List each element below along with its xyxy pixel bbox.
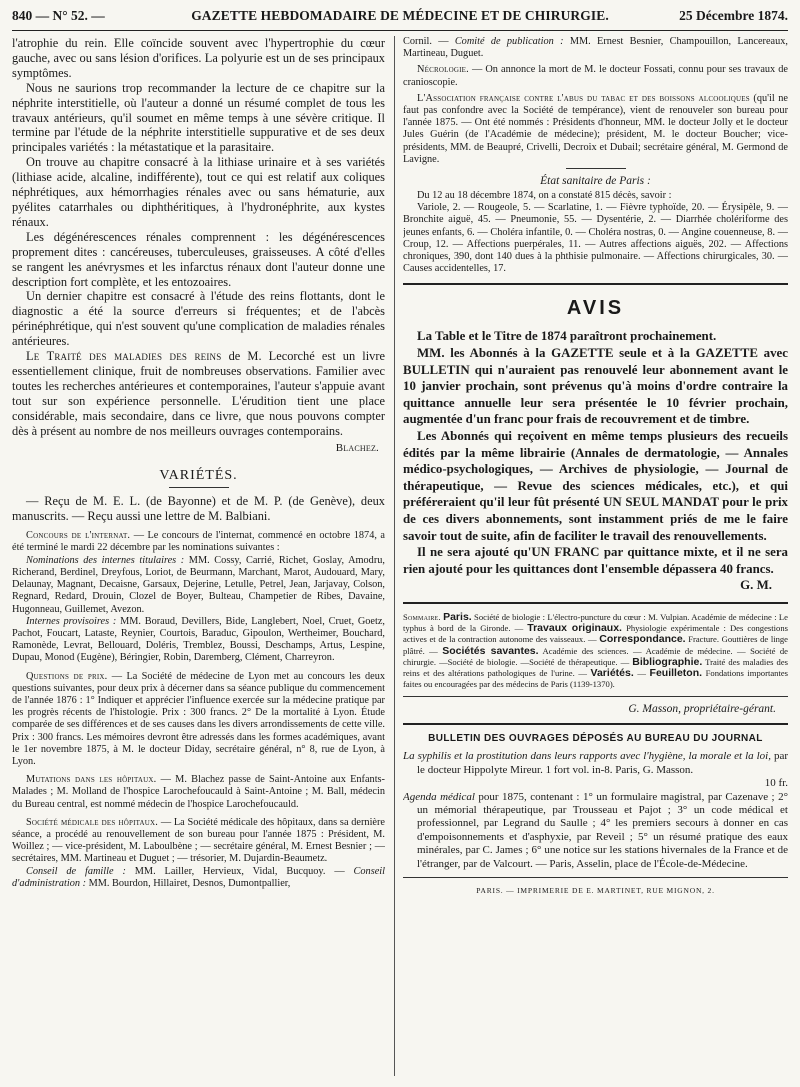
issue-date: 25 Décembre 1874. [679,8,788,23]
avis-fee-notice: Il ne sera ajouté qu'UN FRANC par quittance mixte, et il ne sera rien ajouté pour les quittances dont l'ensemble dépassera 40 francs. [403,545,788,576]
avis-table-notice: La Table et le Titre de 1874 paraîtront prochainement. [417,329,717,344]
internes-provisoires: Internes provisoires : MM. Boraud, Devillers, Bide, Langlebert, Noel, Cruet, Goetz, Pachot, Foucart, Lataste, Reynier, Courtois, Baraduc, Gipoulon, Wertheimer, Bouchard, Ramonède, Levrat, Bellouard, Doléris, Tremblez, Boussi, Deschamps, Artus, Lespine, Dupau, Monod (Eugène), Béringier, Robin, Daremberg, Clément, Charreyron. [12,615,385,664]
health-report-title: État sanitaire de Paris : [540,175,651,188]
book-entry-agenda: Agenda médical pour 1875, contenant : 1° un formulaire magistral, par Cazenave ; 2° un mémorial thérapeutique, par Trousseau et Pajot ; 3° un code médical et professionnel, par Legrand du Saulle ; 4° les premiers secours à donner en cas d'empoisonnements et d'asphyxie, par Reveil ; 5° un résumé pratique des eaux minérales, par C. James ; 6° une notice sur les stations hivernales de la France et de l'étranger, par de Valcourt. — Paris, Asselin, place de l'École-de-Médecine. [403,790,788,870]
avis-signature: G. M. [740,578,772,593]
avis-heading: AVIS [566,297,625,320]
internes-titulaires: Nominations des internes titulaires : MM. Cossy, Carrié, Richet, Goslay, Amodru, Richerand, Berdinel, Dreyfous, Loriot, de Beurmann, Marchant, Marot, Audouard, Mary, Delaunay, Magnant, Decaisne, Garsaux, Dejerine, Letulle, Petrel, Jean, Jarjavay, Colson, Regnard, Redard, Drouin, Clozel de Boyer, Bulteau, Champetier de Ribes, Davaine, Hugonneau, Guillemet, Avezon. [12,554,385,615]
review-paragraph-3: On trouve au chapitre consacré à la lithiase urinaire et à ses variétés (lithiase acide, alcaline, indifférente), tout ce qui est relatif aux coliques néphrétiques, aux hémorrhagies rénales avec ou sans hématurie, aux pyélites catarrhales ou diphthéritiques, à l'hydronéphrite, aux kystes rénaux. [12,155,385,229]
obituary: Nécrologie. — On annonce la mort de M. le docteur Fossati, connu pour ses travaux de cranioscopie. [403,64,788,88]
review-paragraph-5: Un dernier chapitre est consacré à l'étude des reins flottants, dont le diagnostic a été la source d'erreurs si fréquentes; et de l'abcès périnéphrétique, qui n'est souvent qu'une complication de maladies rénales antérieures. [12,289,385,349]
journal-title: GAZETTE HEBDOMADAIRE DE MÉDECINE ET DE CHIRURGIE. [191,8,609,23]
book-price: 10 fr. [764,777,788,790]
printer-rule [403,877,788,878]
hospital-society: Société médicale des hôpitaux. — La Société médicale des hôpitaux, dans sa dernière séance, a procédé au renouvellement de son bureau pour l'année 1875 : Président, M. Woillez ; — vice-président, M. Laboulbène ; — secrétaire général, M. Ernest Besnier ; — secrétaires, MM. Martineau et Duguet ; — trésorier, M. Dujardin-Beaumetz. [12,816,385,865]
bulletin-heading: BULLETIN DES OUVRAGES DÉPOSÉS AU BUREAU DU JOURNAL [428,733,763,745]
review-signature: Blachez. [335,442,379,455]
avis-rule-top [403,283,788,285]
internat-notice: Concours de l'internat. — Le concours de l'internat, commencé en octobre 1874, a été terminé le mardi 22 décembre par les nominations suivantes : [12,530,385,554]
anti-alcohol-association: L'Association française contre l'abus du tabac et des boissons alcooliques (qu'il ne faut pas confondre avec la Société de tempérance), vient de renouveler son bureau pour l'année 1875. — Ont été nommés : Présidents d'honneur, MM. le docteur Jolly et le docteur Jules Guérin (de l'Académie de médecine); président, M. le docteur Boucher; vice-présidents, MM. de Beaupré, Crivelli, Decroix et Dubail; secrétaire général, M. Germond de Lavigne. [403,92,788,165]
page-number-and-issue: 840 — N° 52. — [12,8,105,23]
received-manuscripts: — Reçu de M. E. L. (de Bayonne) et de M. P. (de Genève), deux manuscrits. — Reçu aussi une lettre de M. Balbiani. [12,494,385,524]
avis-notice [403,328,788,594]
avis-subscription-notice: MM. les Abonnés à la GAZETTE seule et à la GAZETTE avec BULLETIN qui n'auraient pas renouvelé leur abonnement avant le 10 janvier prochain, sont prévenus qu'à moins d'ordre contraire la quittance annuelle leur sera présentée le 10 février prochain, augmentée d'un franc pour frais de recouvrement et de timbre. [403,346,788,427]
society-councils: Conseil de famille : MM. Lailler, Hervieux, Vidal, Bucquoy. — Conseil d'administration : MM. Bourdon, Hillairet, Desnos, Dumontpallier, [12,865,385,889]
hospital-transfers: Mutations dans les hôpitaux. — M. Blachez passe de Saint-Antoine aux Enfants-Malades ; M. Molland de l'hospice Larochefoucauld à Saint-Antoine ; M. Ball, médecin du Bureau central, est nommé médecin de l'hospice Larochefoucauld. [12,774,385,810]
review-paragraph-4: Les dégénérescences rénales comprennent : les dégénérescences proprement dites : cancéreuses, tuberculeuses, graisseuses. A côté d'elles se rangent les anévrysmes et les infarctus rénaux dont l'auteur donne une description fort complète, et les entozoaires. [12,229,385,289]
avis-mandate-notice: Les Abonnés qui reçoivent en même temps plusieurs des recueils édités par la même librairie (Annales de dermatologie, — Annales médico-psychologiques, — Archives de physiologie, — Journal de thérapeutique, — Revue des sciences médicales, etc.), et qui préféreraient qu'il leur fût présenté UN SEUL MANDAT pour le prix de ces divers abonnements, sont instamment priés de me le faire savoir tout de suite, afin de faciliter le travail des renouvellements. [403,429,788,543]
review-paragraph-6: Le Traité des maladies des reins de M. Lecorché est un livre essentiellement clinique, fruit de nombreuses observations. Familier avec toutes les recherches antérieures et contemporaines, l'auteur s'appuie avant tout sur son expérience personnelle. L'érudition tient une place considérable, mais secondaire, dans ce livre, que nous pouvons compter dès à présent au nombre de nos meilleurs ouvrages contemporains. [12,349,385,438]
publisher-signature: G. Masson, propriétaire-gérant. [628,703,776,716]
page-header [12,8,788,31]
left-column [12,36,385,1071]
review-paragraph-1: l'atrophie du rein. Elle coïncide souvent avec l'hypertrophie du cœur gauche, avec ou sans lésion d'orifices. La polyurie est un de ses principaux symptômes. [12,36,385,80]
prize-questions: Questions de prix. — La Société de médecine de Lyon met au concours les deux questions suivantes, pour deux prix à décerner dans sa séance publique du commencement de l'année 1876 : 1° Indiquer et apprécier l'influence exercée sur la médecine pratique par les progrès récents de l'histologie. Prix : 300 francs. 2° De la mortalité à Lyon. Étude comparée de ses différences et de ses causes dans les divers arrondissements de cette ville. Prix : 300 francs. Les mémoires devront être adressés dans les formes académiques, avant le 1er novembre 1875, à M. le docteur Diday, secrétaire général, n° 8, rue de Lyon, à Lyon. [12,670,385,767]
heading-rule [169,487,229,488]
books-deposited [403,750,788,871]
section-rule [566,168,626,169]
health-report-intro: Du 12 au 18 décembre 1874, on a constaté 815 décès, savoir : [417,190,672,202]
society-continued: Cornil. — Comité de publication : MM. Ernest Besnier, Champouillon, Lancereaux, Martineau, Duguet. [403,36,788,60]
book-entry-syphilis: La syphilis et la prostitution dans leurs rapports avec l'hygiène, la morale et la loi, par le docteur Hippolyte Mireur. 1 fort vol. in-8. Paris, G. Masson. [403,750,788,776]
varietes-heading: VARIÉTÉS. [159,468,238,484]
summary-rule [403,696,788,697]
printer-imprint: PARIS. — IMPRIMERIE DE E. MARTINET, RUE MIGNON, 2. [476,886,715,896]
issue-summary: Sommaire. Paris. Société de biologie : L'électro-puncture du cœur : M. Vulpian. Académie de médecine : Le typhus à bord de la Gironde. — Travaux originaux. Physiologie expérimentale : Des congestions actives et de la contraction autonome des vaisseaux. — Correspondance. Fracture. Gouttières de linge plâtré. — Sociétés savantes. Académie des sciences. — Académie de médecine. — Société de chirurgie. —Société de biologie. —Société de thérapeutique. — Bibliographie. Traité des maladies des reins et des altérations pathologiques de l'urine. — Variétés. — Feuilleton. Fondations importantes faites ou encouragées par des médecins de Paris (1139-1370). [403,610,788,690]
review-paragraph-2: Nous ne saurions trop recommander la lecture de ce chapitre sur la néphrite interstitielle, où l'auteur a donné un résumé complet de tous les travaux antérieurs, qu'il soumet en même temps à une sévère critique. Il termine par l'étude de la néphrite interstitielle suppurative et de ses deux principales variétés : la métastatique et la parasitaire. [12,80,385,155]
bulletin-rule [403,723,788,725]
health-report-deaths: Variole, 2. — Rougeole, 5. — Scarlatine, 1. — Fièvre typhoïde, 20. — Érysipèle, 9. — Bronchite aiguë, 45. — Pneumonie, 55. — Dysentérie, 2. — Diarrhée cholériforme des jeunes enfants, 6. — Choléra infantile, 0. — Choléra nostras, 0. — Angine couenneuse, 8. — Croup, 12. — Affections puerpérales, 11. — Autres affections aiguës, 202. — Affections chroniques, 390, dont 140 dues à la phthisie pulmonaire. — Affections chirurgicales, 30. — Causes accidentelles, 17. [403,202,788,275]
right-column [403,36,788,1081]
avis-rule-bottom [403,602,788,604]
column-divider [394,36,395,1076]
